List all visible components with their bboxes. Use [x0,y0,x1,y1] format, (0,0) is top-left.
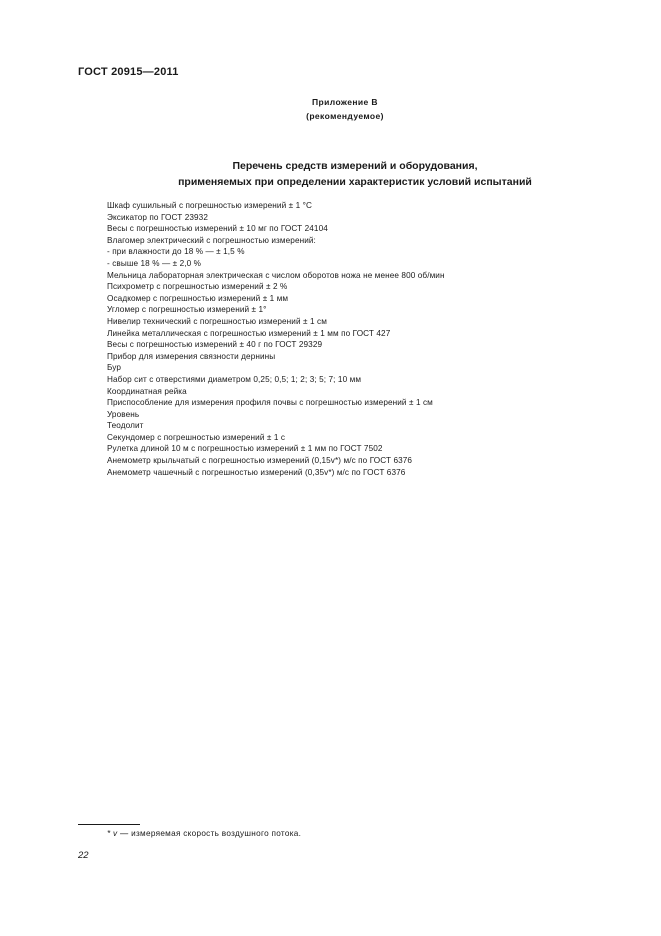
list-item: Линейка металлическая с погрешностью измерений ± 1 мм по ГОСТ 427 [107,328,391,338]
list-item: Рулетка длиной 10 м с погрешностью измерений ± 1 мм по ГОСТ 7502 [107,444,383,454]
list-item: Набор сит с отверстиями диаметром 0,25; 0,5; 1; 2; 3; 5; 7; 10 мм [107,374,362,384]
section-heading-line-2: применяемых при определении характеристик условий испытаний [178,176,532,188]
footnote-text: измеряемая скорость воздушного потока. [131,829,302,838]
footnote-divider [78,824,140,825]
list-item: - при влажности до 18 % — ± 1,5 % [107,247,245,257]
list-item: Прибор для измерения связности дернины [107,351,276,361]
list-item: Шкаф сушильный с погрешностью измерений ± 1 °С [107,201,313,210]
list-item: Уровень [107,409,140,419]
footnote-marker: * v — [107,829,129,838]
page-number: 22 [78,850,89,861]
list-item: Анемометр чашечный с погрешностью измерений (0,35v*) м/с по ГОСТ 6376 [107,467,406,477]
footnote [107,829,301,838]
list-item: Секундомер с погрешностью измерений ± 1 с [107,432,286,442]
list-item: Нивелир технический с погрешностью измерений ± 1 см [107,316,327,326]
list-item: Психрометр с погрешностью измерений ± 2 % [107,282,288,292]
appendix-status: (рекомендуемое) [306,111,384,121]
list-item: Приспособление для измерения профиля почвы с погрешностью измерений ± 1 см [107,398,433,408]
appendix-title: Приложение В [312,97,378,107]
list-item: Теодолит [107,421,144,431]
list-item: Весы с погрешностью измерений ± 10 мг по ГОСТ 24104 [107,224,328,234]
section-heading-line-1: Перечень средств измерений и оборудования, [232,160,478,172]
list-item: Угломер с погрешностью измерений ± 1° [107,305,267,315]
list-item: Анемометр крыльчатый с погрешностью измерений (0,15v*) м/с по ГОСТ 6376 [107,456,413,466]
equipment-list [107,200,445,478]
list-item: Бур [107,363,122,373]
list-item: Весы с погрешностью измерений ± 40 г по ГОСТ 29329 [107,340,323,350]
list-item: Мельница лабораторная электрическая с числом оборотов ножа не менее 800 об/мин [107,270,445,280]
list-item: Координатная рейка [107,386,187,396]
list-item: Влагомер электрический с погрешностью измерений: [107,235,316,245]
document-header: ГОСТ 20915—2011 [78,66,179,78]
list-item: Эксикатор по ГОСТ 23932 [107,212,208,222]
list-item: Осадкомер с погрешностью измерений ± 1 мм [107,293,289,303]
list-item: - свыше 18 % — ± 2,0 % [107,258,202,268]
